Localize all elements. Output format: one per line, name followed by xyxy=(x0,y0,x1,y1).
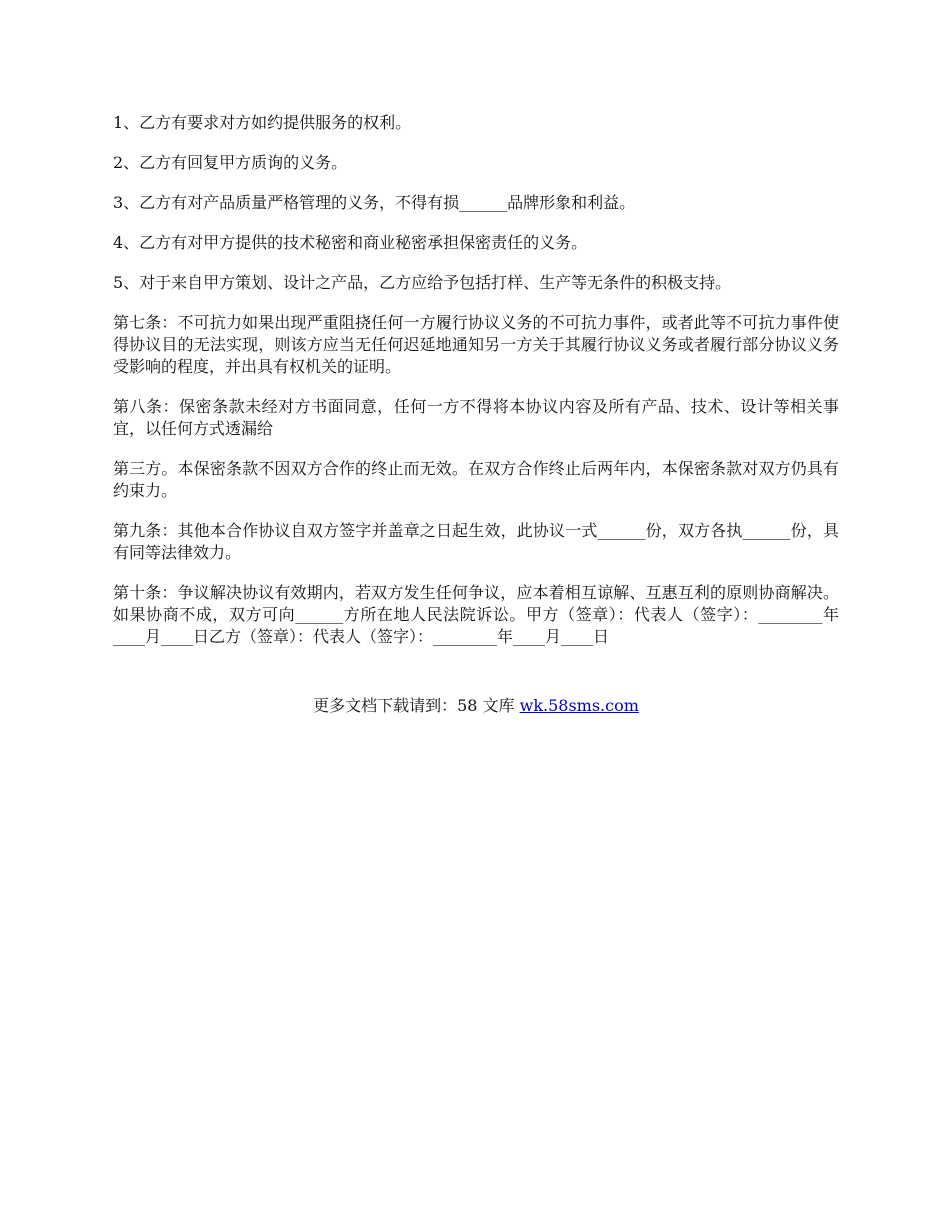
clause-3: 3、乙方有对产品质量严格管理的义务，不得有损______品牌形象和利益。 xyxy=(113,193,636,212)
document-body xyxy=(113,112,839,666)
article-10: 第十条：争议解决协议有效期内，若双方发生任何争议，应本着相互谅解、互惠互利的原则协商解决。如果协商不成，双方可向______方所在地人民法院诉讼。甲方（签章）：代表人（签字）：________年____月____日乙方（签章）：代表人（签字）：________年____月____日 xyxy=(113,583,839,646)
clause-4: 4、乙方有对甲方提供的技术秘密和商业秘密承担保密责任的义务。 xyxy=(113,233,588,252)
clause-2: 2、乙方有回复甲方质询的义务。 xyxy=(113,153,348,172)
download-footer xyxy=(113,695,839,717)
clause-5: 5、对于来自甲方策划、设计之产品，乙方应给予包括打样、生产等无条件的积极支持。 xyxy=(113,273,732,292)
footer-prefix: 更多文档下载请到：58 文库 xyxy=(313,696,520,715)
article-8: 第八条：保密条款未经对方书面同意，任何一方不得将本协议内容及所有产品、技术、设计等相关事宜，以任何方式透漏给 xyxy=(113,397,839,438)
clause-1: 1、乙方有要求对方如约提供服务的权利。 xyxy=(113,113,412,132)
article-7: 第七条：不可抗力如果出现严重阻挠任何一方履行协议义务的不可抗力事件，或者此等不可抗力事件使得协议目的无法实现，则该方应当无任何迟延地通知另一方关于其履行协议义务或者履行部分协议义务受影响的程度，并出具有权机关的证明。 xyxy=(113,313,839,376)
footer-link[interactable]: wk.58sms.com xyxy=(519,696,639,715)
article-9: 第九条：其他本合作协议自双方签字并盖章之日起生效，此协议一式______份，双方各执______份，具有同等法律效力。 xyxy=(113,521,839,562)
article-8-continued: 第三方。本保密条款不因双方合作的终止而无效。在双方合作终止后两年内，本保密条款对双方仍具有约束力。 xyxy=(113,459,839,500)
